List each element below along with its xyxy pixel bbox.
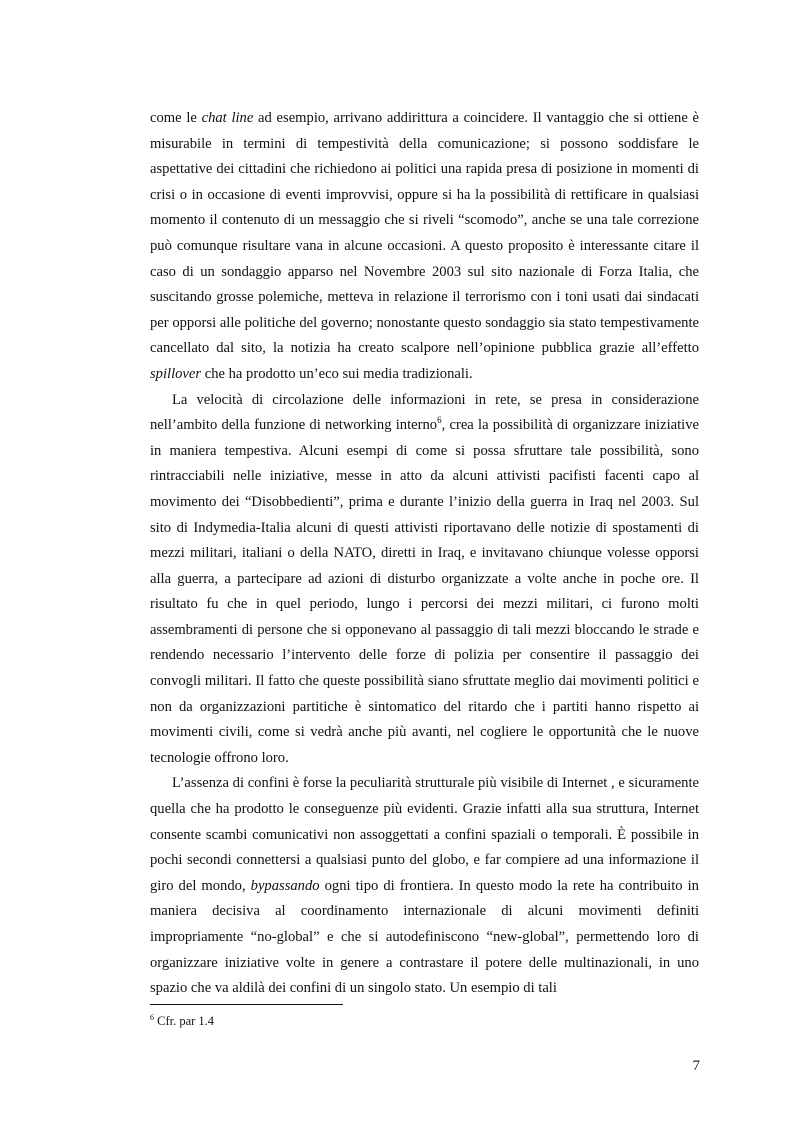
text-run: ogni tipo di frontiera. In questo modo la rete ha contribuito in maniera decisiva al coordinamento internazionale di alcuni movimenti definiti impropriamente “no-global” e che si autodefiniscono “new-global”, permettendo loro di organizzare iniziative volte in genere a contrastare il potere delle multinazionali, in uno spazio che va aldilà dei confini di un singolo stato. Un esempio di tali (150, 877, 699, 997)
italic-term: spillover (150, 365, 202, 382)
paragraph-p1 (150, 106, 699, 388)
footnote (150, 1013, 214, 1029)
footnote-separator (150, 1004, 343, 1005)
text-run: ad esempio, arrivano addirittura a coincidere. Il vantaggio che si ottiene è misurabile in termini di tempestività della comunicazione; si possono soddisfare le aspettative dei cittadini che richiedono ai politici una rapida presa di posizione in momenti di crisi o in occasione di eventi improvvisi, oppure si ha la possibilità di rettificare in qualsiasi momento il contenuto di un messaggio che si riveli “scomodo”, anche se una tale correzione può comunque risultare vana in alcune occasioni. A questo proposito è interessante citare il caso di un sondaggio apparso nel Novembre 2003 sul sito nazionale di Forza Italia, che suscitando grosse polemiche, metteva in relazione il terrorismo con i toni usati dai sindacati per opporsi alle politiche del governo; nonostante questo sondaggio sia stato tempestivamente cancellato dal sito, la notizia ha creato scalpore nell’opinione pubblica grazie all’effetto (150, 110, 699, 357)
text-run: La velocità di circolazione delle informazioni in rete, se presa in considerazione nell’ambito della funzione di networking interno (150, 391, 699, 434)
footnote-text: Cfr. par 1.4 (154, 1014, 215, 1028)
text-run: L’assenza di confini è forse la peculiarità strutturale più visibile di Internet , e sicuramente quella che ha prodotto le conseguenze più evidenti. Grazie infatti alla sua struttura, Internet consente scambi comunicativi non assoggettati a confini spaziali o temporali. È possibile in pochi secondi connettersi a qualsiasi punto del globo, e far compiere ad una informazione il giro del mondo, (150, 775, 699, 894)
italic-term: chat line (201, 110, 254, 126)
footnote-marker: 6 (150, 1013, 154, 1022)
footnote-reference: 6 (437, 415, 442, 426)
italic-term: bypassando (250, 877, 320, 894)
text-run: come le (150, 110, 202, 126)
paragraph-p3 (150, 771, 699, 1001)
body-text (150, 106, 699, 1002)
paragraph-p2 (150, 388, 699, 772)
page-number: 7 (692, 1058, 700, 1074)
text-run: che ha prodotto un’eco sui media tradizionali. (201, 365, 473, 382)
text-run: , crea la possibilità di organizzare iniziative in maniera tempestiva. Alcuni esempi di come si possa sfruttare tale possibilità, sono rintracciabili nelle iniziative, messe in atto da alcuni attivisti pacifisti facenti capo al movimento dei “Disobbedienti”, prima e durante l’inizio della guerra in Iraq nel 2003. Sul sito di Indymedia-Italia alcuni di questi attivisti riportavano delle notizie di spostamenti di mezzi militari, italiani o della NATO, diretti in Iraq, e invitavano chiunque volesse opporsi alla guerra, a partecipare ad azioni di disturbo organizzate a volte anche in poche ore. Il risultato fu che in quel periodo, lungo i percorsi dei mezzi militari, ci furono molti assembramenti di persone che si opponevano al passaggio di tali mezzi bloccando le strade e rendendo necessario l’intervento delle forze di polizia per consentire il passaggio dei convogli militari. Il fatto che queste possibilità siano sfruttate meglio dai movimenti politici e non da organizzazioni partitiche è sintomatico del ritardo che i partiti hanno rispetto ai movimenti civili, come si vedrà anche più avanti, nel cogliere le opportunità che le nuove tecnologie offrono loro. (150, 417, 699, 766)
